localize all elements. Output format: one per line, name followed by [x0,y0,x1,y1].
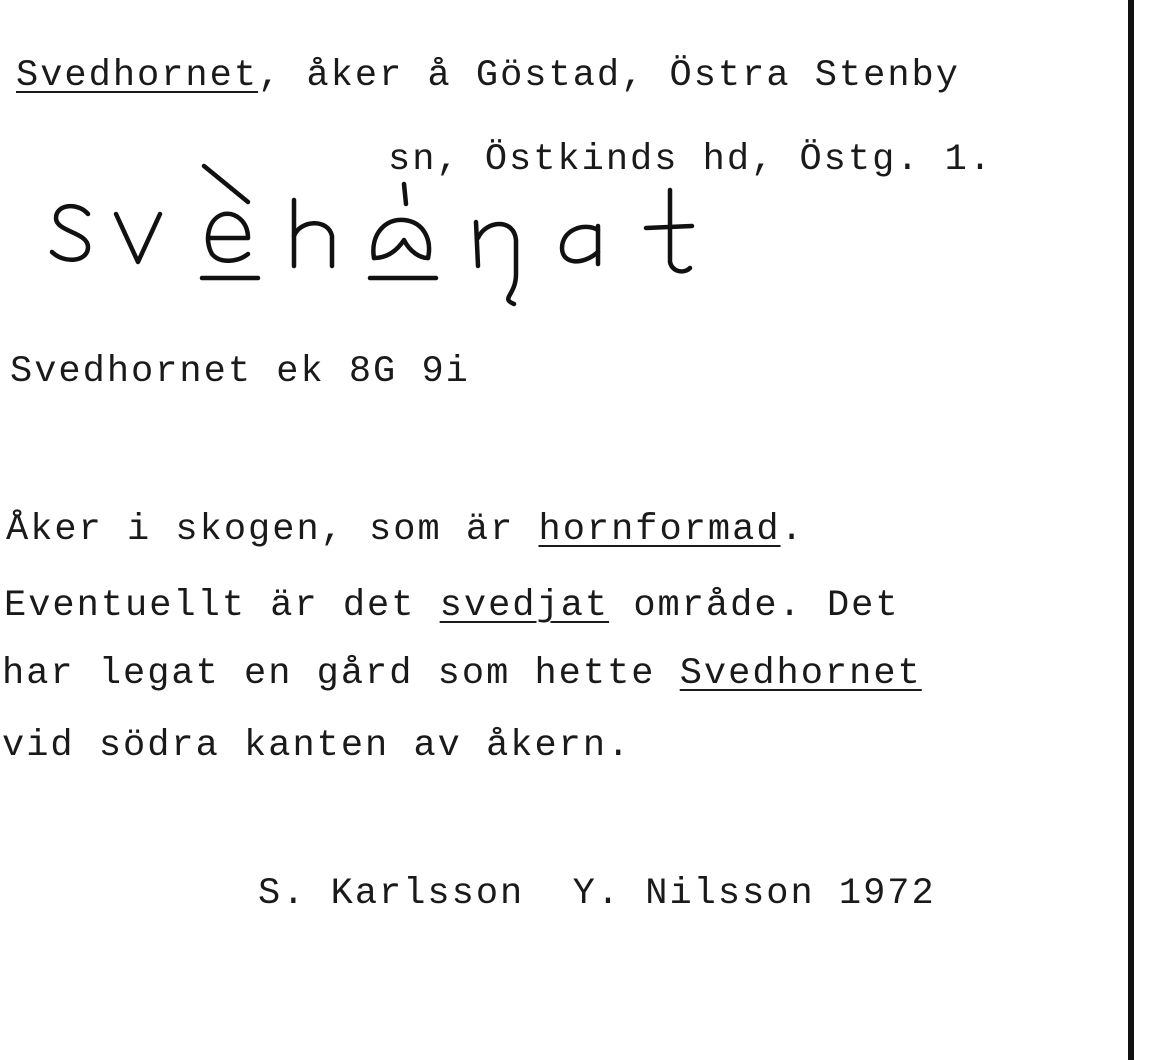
description-text: Eventuellt är det [4,585,440,627]
description-text: område. Det [609,585,900,627]
location-line-2: sn, Östkinds hd, Östg. 1. [388,139,994,181]
map-reference: Svedhornet ek 8G 9i [10,351,470,393]
underlined-term: svedjat [439,585,610,627]
card-edge-line [1128,0,1134,1060]
underlined-term: hornformad [538,509,781,551]
place-name: Svedhornet [16,55,259,97]
description-line-1 [6,509,805,551]
description-text: . [780,509,805,551]
underlined-term: Svedhornet [679,653,922,695]
signature: S. Karlsson Y. Nilsson 1972 [258,873,936,915]
description-text: har legat en gård som hette [2,653,680,695]
description-line-4: vid södra kanten av åkern. [2,725,632,767]
description-line-3 [2,653,922,695]
description-text: Åker i skogen, som är [6,509,539,551]
description-line-2 [4,585,900,627]
location-part-1: , åker å Göstad, Östra Stenby [258,55,960,97]
phonetic-transcription [0,0,720,320]
